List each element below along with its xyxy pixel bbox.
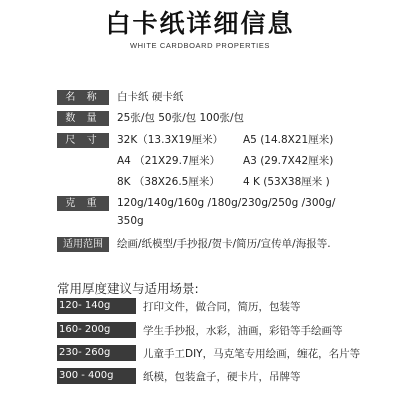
spec-label-quantity: 数 量 <box>57 111 109 126</box>
spec-row-weight <box>57 196 335 231</box>
recommend-row <box>57 345 360 361</box>
range-badge: 160- 200g <box>57 322 136 338</box>
spec-label-size: 尺 寸 <box>57 133 109 148</box>
size-item: 4 K (53X38厘米 ) <box>243 176 330 188</box>
size-item: A5 (14.8X21厘米) <box>243 134 334 146</box>
range-badge: 300 - 400g <box>57 368 136 384</box>
spec-row-name <box>57 90 183 105</box>
size-item: 8K （38X26.5厘米） <box>117 176 220 188</box>
range-usage: 打印文件，做合同，简历，包装等 <box>143 300 301 313</box>
spec-value-quantity: 25张/包 50张/包 100张/包 <box>117 112 245 124</box>
page-title: 白卡纸详细信息 <box>105 9 295 38</box>
size-item: A4 （21X29.7厘米） <box>117 155 221 167</box>
spec-value-usage: 绘画/纸模型/手抄报/贺卡/简历/宣传单/海报等. <box>117 238 331 250</box>
spec-value-name: 白卡纸 硬卡纸 <box>117 91 184 103</box>
spec-row-size <box>57 133 363 190</box>
range-usage: 学生手抄报，水彩，油画，彩铅等手绘画等 <box>143 324 343 337</box>
weight-lines <box>117 196 335 231</box>
weight-line: 120g/140g/160g /180g/230g/250g /300g/ <box>117 197 336 209</box>
recommend-title: 常用厚度建议与适用场景: <box>57 281 199 296</box>
spec-row-quantity <box>57 111 244 126</box>
weight-line: 350g <box>117 215 144 227</box>
range-usage: 纸模，包装盒子，硬卡片，吊牌等 <box>143 370 301 383</box>
recommend-row <box>57 368 301 384</box>
size-grid <box>117 133 363 190</box>
range-badge: 120- 140g <box>57 298 136 314</box>
size-item: 32K（13.3X19厘米） <box>117 134 224 146</box>
spec-row-usage <box>57 237 331 252</box>
page-subtitle: WHITE CARDBOARD PROPERTIES <box>129 41 271 50</box>
spec-label-name: 名 称 <box>57 90 109 105</box>
range-badge: 230- 260g <box>57 345 136 361</box>
recommend-row <box>57 298 301 314</box>
recommend-row <box>57 322 343 338</box>
spec-label-usage: 适用范围 <box>57 237 109 252</box>
size-item: A3 (29.7X42厘米) <box>243 155 334 167</box>
spec-label-weight: 克 重 <box>57 196 109 211</box>
range-usage: 儿童手工DIY，马克笔专用绘画，缠花，名片等 <box>143 347 361 360</box>
